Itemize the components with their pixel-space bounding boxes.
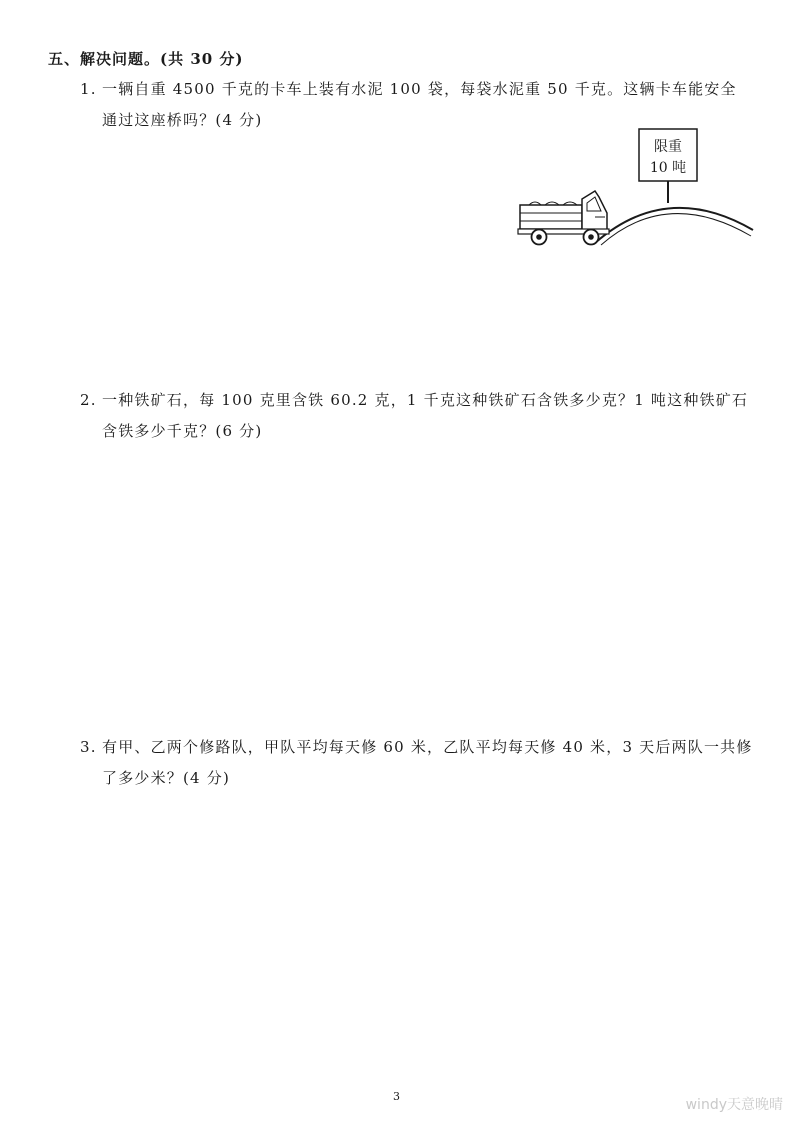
- question-3: [80, 732, 760, 794]
- section-title: 五、解决问题。(共 30 分): [48, 50, 244, 68]
- question-number: 2.: [80, 391, 97, 409]
- truck-bridge-illustration: [515, 125, 755, 250]
- question-text-line1: 有甲、乙两个修路队，甲队平均每天修 60 米，乙队平均每天修 40 米，3 天后两队一共修: [102, 738, 753, 756]
- watermark: windy天意晚晴: [685, 1097, 783, 1113]
- question-number: 1.: [80, 80, 97, 98]
- sign-text-line1: 限重: [654, 139, 682, 155]
- truck-icon: [518, 191, 609, 245]
- question-text-line2: 通过这座桥吗？(4 分): [102, 111, 263, 129]
- question-text-line2: 含铁多少千克？(6 分): [102, 422, 263, 440]
- question-number: 3.: [80, 738, 97, 756]
- question-2: [80, 385, 760, 447]
- question-text-line2: 了多少米？(4 分): [102, 769, 231, 787]
- page-number: 3: [393, 1090, 400, 1103]
- question-text-line1: 一辆自重 4500 千克的卡车上装有水泥 100 袋，每袋水泥重 50 千克。这辆卡车能安全: [102, 80, 737, 98]
- question-text-line1: 一种铁矿石，每 100 克里含铁 60.2 克，1 千克这种铁矿石含铁多少克？1 吨这种铁矿石: [102, 391, 749, 409]
- sign-text-line2: 10 吨: [649, 160, 687, 176]
